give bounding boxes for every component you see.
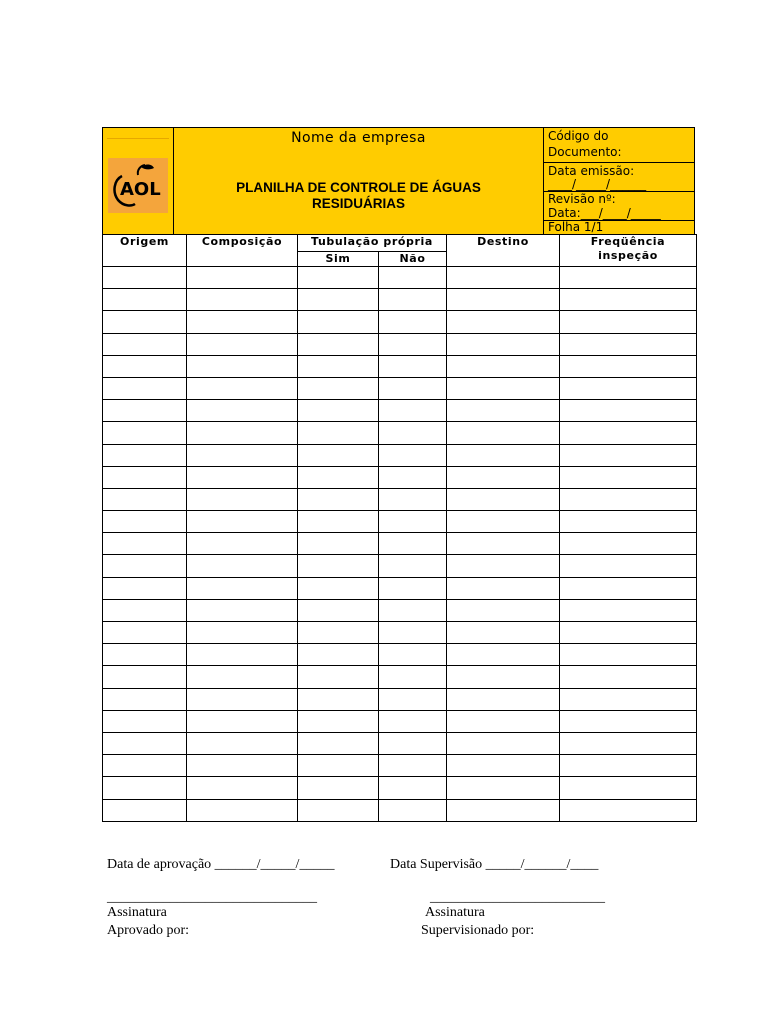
table-cell[interactable] [187, 511, 298, 533]
table-cell[interactable] [298, 333, 379, 355]
table-cell[interactable] [447, 377, 560, 399]
table-cell[interactable] [103, 533, 187, 555]
table-cell[interactable] [447, 599, 560, 621]
table-cell[interactable] [447, 488, 560, 510]
table-cell[interactable] [187, 666, 298, 688]
table-cell[interactable] [379, 755, 447, 777]
table-cell[interactable] [187, 577, 298, 599]
table-row [103, 777, 697, 799]
table-cell[interactable] [447, 710, 560, 732]
table-cell[interactable] [298, 732, 379, 754]
sheet-title [194, 180, 523, 212]
table-row [103, 488, 697, 510]
table-cell[interactable] [447, 755, 560, 777]
table-row [103, 732, 697, 754]
table-cell[interactable] [560, 444, 697, 466]
table-cell[interactable] [447, 400, 560, 422]
col-nao: Não [379, 252, 447, 267]
table-cell[interactable] [560, 710, 697, 732]
table-cell[interactable] [298, 511, 379, 533]
table-cell[interactable] [379, 400, 447, 422]
doc-code-line1: Código do [548, 129, 609, 143]
table-cell[interactable] [560, 533, 697, 555]
table-cell[interactable] [298, 644, 379, 666]
table-cell[interactable] [103, 488, 187, 510]
table-cell[interactable] [447, 732, 560, 754]
table-cell[interactable] [187, 444, 298, 466]
approval-signature-line: ______________________________ [107, 890, 317, 905]
table-cell[interactable] [103, 377, 187, 399]
table-cell[interactable] [103, 688, 187, 710]
table-cell[interactable] [379, 267, 447, 289]
table-cell[interactable] [298, 577, 379, 599]
table-cell[interactable] [379, 333, 447, 355]
table-cell[interactable] [379, 488, 447, 510]
table-cell[interactable] [560, 422, 697, 444]
table-cell[interactable] [103, 444, 187, 466]
table-cell[interactable] [560, 267, 697, 289]
table-cell[interactable] [298, 555, 379, 577]
table-cell[interactable] [187, 688, 298, 710]
table-cell[interactable] [379, 644, 447, 666]
table-cell[interactable] [447, 577, 560, 599]
table-cell[interactable] [447, 466, 560, 488]
table-cell[interactable] [298, 400, 379, 422]
table-cell[interactable] [103, 267, 187, 289]
table-cell[interactable] [379, 777, 447, 799]
document-header [102, 127, 695, 235]
table-cell[interactable] [187, 333, 298, 355]
table-cell[interactable] [560, 799, 697, 821]
table-cell[interactable] [447, 688, 560, 710]
table-cell[interactable] [187, 533, 298, 555]
table-cell[interactable] [379, 688, 447, 710]
table-cell[interactable] [187, 599, 298, 621]
table-cell[interactable] [298, 599, 379, 621]
col-frequencia-line1: Freqüência [590, 235, 666, 248]
sheet-number: Folha 1/1 [544, 220, 695, 234]
table-cell[interactable] [447, 533, 560, 555]
table-row [103, 289, 697, 311]
table-cell[interactable] [103, 511, 187, 533]
table-cell[interactable] [298, 267, 379, 289]
table-cell[interactable] [560, 755, 697, 777]
emission-date-label: Data emissão: [544, 162, 695, 179]
table-cell[interactable] [379, 622, 447, 644]
table-cell[interactable] [447, 666, 560, 688]
table-row [103, 599, 697, 621]
table-cell[interactable] [298, 289, 379, 311]
table-cell[interactable] [298, 710, 379, 732]
col-frequencia-line2: inspeção [598, 249, 658, 262]
table-row [103, 622, 697, 644]
table-cell[interactable] [447, 311, 560, 333]
table-cell[interactable] [298, 777, 379, 799]
table-cell[interactable] [187, 400, 298, 422]
table-row [103, 377, 697, 399]
table-cell[interactable] [298, 622, 379, 644]
table-cell[interactable] [560, 488, 697, 510]
col-sim: Sim [298, 252, 379, 267]
table-cell[interactable] [298, 355, 379, 377]
table-cell[interactable] [379, 377, 447, 399]
logo-cell [103, 128, 174, 234]
table-cell[interactable] [379, 599, 447, 621]
table-cell[interactable] [103, 777, 187, 799]
company-logo [108, 158, 168, 213]
table-cell[interactable] [103, 400, 187, 422]
table-cell[interactable] [560, 666, 697, 688]
col-origem: Origem [103, 235, 187, 267]
wastewater-control-table [102, 234, 697, 822]
table-cell[interactable] [560, 577, 697, 599]
table-row [103, 799, 697, 821]
revision-date: Data:___/____/_____ [548, 206, 661, 220]
supervision-signature-line: _________________________ [430, 890, 605, 905]
table-cell[interactable] [298, 466, 379, 488]
table-cell[interactable] [447, 511, 560, 533]
table-row [103, 511, 697, 533]
table-cell[interactable] [560, 555, 697, 577]
table-cell[interactable] [379, 466, 447, 488]
col-destino: Destino [447, 235, 560, 267]
table-cell[interactable] [103, 355, 187, 377]
table-cell[interactable] [187, 777, 298, 799]
table-row [103, 577, 697, 599]
revision-number: Revisão nº: [544, 191, 695, 206]
table-cell[interactable] [298, 311, 379, 333]
table-row [103, 755, 697, 777]
table-cell[interactable] [187, 422, 298, 444]
table-cell[interactable] [187, 644, 298, 666]
table-cell[interactable] [379, 511, 447, 533]
table-cell[interactable] [560, 289, 697, 311]
table-cell[interactable] [298, 488, 379, 510]
sheet-title-line1: PLANILHA DE CONTROLE DE ÁGUAS [236, 180, 481, 195]
table-cell[interactable] [187, 710, 298, 732]
supervision-signature-label: Assinatura [425, 905, 485, 920]
table-cell[interactable] [447, 777, 560, 799]
table-cell[interactable] [187, 355, 298, 377]
table-row [103, 444, 697, 466]
table-cell[interactable] [187, 622, 298, 644]
table-row [103, 555, 697, 577]
table-cell[interactable] [103, 710, 187, 732]
table-cell[interactable] [379, 732, 447, 754]
table-cell[interactable] [103, 466, 187, 488]
table-cell[interactable] [187, 755, 298, 777]
table-row [103, 267, 697, 289]
table-row [103, 400, 697, 422]
table-cell[interactable] [379, 666, 447, 688]
table-cell[interactable] [447, 622, 560, 644]
table-row [103, 644, 697, 666]
table-cell[interactable] [379, 311, 447, 333]
table-row [103, 533, 697, 555]
doc-code-line2: Documento: [548, 145, 622, 159]
table-cell[interactable] [298, 377, 379, 399]
table-cell[interactable] [103, 577, 187, 599]
approval-signature-label: Assinatura [107, 905, 167, 920]
table-cell[interactable] [379, 355, 447, 377]
table-cell[interactable] [187, 289, 298, 311]
sheet-title-line2: RESIDUÁRIAS [311, 196, 405, 211]
table-row [103, 666, 697, 688]
table-cell[interactable] [187, 799, 298, 821]
table-cell[interactable] [560, 599, 697, 621]
table-row [103, 355, 697, 377]
table-row [103, 710, 697, 732]
table-cell[interactable] [187, 732, 298, 754]
approval-date: Data de aprovação ______/_____/_____ [107, 857, 335, 872]
table-cell[interactable] [379, 710, 447, 732]
table-cell[interactable] [560, 377, 697, 399]
table-cell[interactable] [560, 688, 697, 710]
table-cell[interactable] [447, 267, 560, 289]
col-composicao: Composição [187, 235, 298, 267]
table-row [103, 311, 697, 333]
table-cell[interactable] [379, 533, 447, 555]
table-row [103, 333, 697, 355]
table-row [103, 688, 697, 710]
table-cell[interactable] [379, 555, 447, 577]
table-cell[interactable] [103, 311, 187, 333]
table-cell[interactable] [447, 644, 560, 666]
table-cell[interactable] [187, 488, 298, 510]
table-cell[interactable] [379, 577, 447, 599]
table-cell[interactable] [560, 311, 697, 333]
table-cell[interactable] [103, 666, 187, 688]
table-row [103, 422, 697, 444]
table-cell[interactable] [560, 333, 697, 355]
table-cell[interactable] [447, 422, 560, 444]
table-cell[interactable] [560, 355, 697, 377]
table-cell[interactable] [298, 444, 379, 466]
table-cell[interactable] [103, 622, 187, 644]
table-cell[interactable] [103, 422, 187, 444]
document-info [544, 128, 695, 234]
emission-date-blank: ____/_____/______ [548, 177, 647, 191]
table-cell[interactable] [103, 599, 187, 621]
table-cell[interactable] [560, 622, 697, 644]
table-cell[interactable] [560, 511, 697, 533]
table-cell[interactable] [103, 732, 187, 754]
table-cell[interactable] [103, 755, 187, 777]
table-cell[interactable] [298, 666, 379, 688]
table-cell[interactable] [298, 422, 379, 444]
col-frequencia [560, 235, 697, 267]
table-cell[interactable] [187, 377, 298, 399]
table-cell[interactable] [560, 777, 697, 799]
table-cell[interactable] [447, 555, 560, 577]
col-tubulacao: Tubulação própria [298, 235, 447, 252]
title-cell [174, 128, 544, 234]
table-cell[interactable] [187, 267, 298, 289]
logo-divider [107, 138, 169, 139]
table-cell[interactable] [447, 333, 560, 355]
apple-logo-icon [108, 158, 168, 213]
table-cell[interactable] [103, 555, 187, 577]
table-cell[interactable] [379, 289, 447, 311]
table-cell[interactable] [298, 688, 379, 710]
table-cell[interactable] [447, 444, 560, 466]
table-cell[interactable] [379, 799, 447, 821]
table-cell[interactable] [379, 422, 447, 444]
table-row [103, 466, 697, 488]
table-cell[interactable] [298, 755, 379, 777]
table-cell[interactable] [103, 333, 187, 355]
table-cell[interactable] [187, 555, 298, 577]
company-name: Nome da empresa [291, 130, 426, 146]
table-cell[interactable] [379, 444, 447, 466]
table-cell[interactable] [298, 799, 379, 821]
table-body [103, 267, 697, 822]
supervised-by-label: Supervisionado por: [421, 923, 535, 938]
table-cell[interactable] [187, 311, 298, 333]
table-cell[interactable] [187, 466, 298, 488]
table-cell[interactable] [298, 533, 379, 555]
table-cell[interactable] [560, 644, 697, 666]
table-cell[interactable] [447, 355, 560, 377]
supervision-date: Data Supervisão _____/______/____ [390, 857, 599, 872]
table-cell[interactable] [103, 289, 187, 311]
table-cell[interactable] [447, 289, 560, 311]
approved-by-label: Aprovado por: [107, 923, 190, 938]
table-cell[interactable] [447, 799, 560, 821]
logo-text: AOL [120, 179, 161, 200]
table-cell[interactable] [103, 799, 187, 821]
table-cell[interactable] [103, 644, 187, 666]
table-cell[interactable] [560, 466, 697, 488]
table-cell[interactable] [560, 732, 697, 754]
table-cell[interactable] [560, 400, 697, 422]
